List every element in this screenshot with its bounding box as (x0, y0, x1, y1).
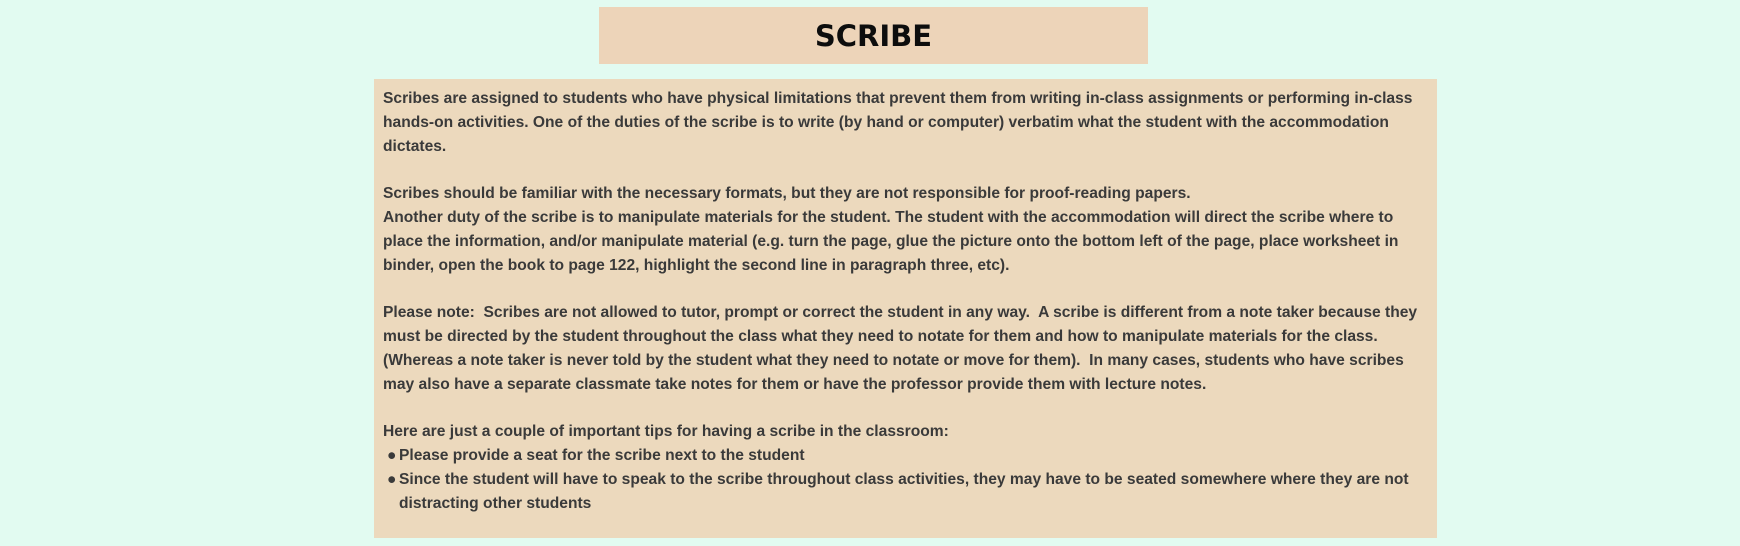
tip-text: Please provide a seat for the scribe next to the student (399, 446, 805, 464)
page-title: SCRIBE (814, 18, 933, 53)
tip-text: Since the student will have to speak to the scribe throughout class activities, they may have to be seated somewhere where they are not distracting other students (399, 470, 1409, 512)
list-item (383, 468, 1427, 516)
paragraph-please-note: Please note: Scribes are not allowed to tutor, prompt or correct the student in any way. A scribe is different from a note taker because they must be directed by the student throughout the class what they need to notate for them and how to manipulate materials for the class. (Whereas a note taker is never told by the student what they need to notate or move for them). In many cases, students who have scribes may also have a separate classmate take notes for them or have the professor provide them with lecture notes. (383, 304, 1422, 393)
list-item (383, 444, 1427, 468)
paragraph-formats: Scribes should be familiar with the necessary formats, but they are not responsible for proof-reading papers. (383, 185, 1191, 203)
paragraph-manipulate-materials: Another duty of the scribe is to manipulate materials for the student. The student with the accommodation will direct the scribe where to place the information, and/or manipulate material (e.g. turn the page, glue the picture onto the bottom left of the page, place worksheet in binder, open the book to page 122, highlight the second line in paragraph three, etc). (383, 208, 1403, 274)
bullet-icon: ● (387, 446, 397, 464)
title-banner (599, 7, 1148, 64)
bullet-icon: ● (387, 470, 397, 488)
tips-list (383, 444, 1427, 515)
paragraph-tips-intro: Here are just a couple of important tips for having a scribe in the classroom: (383, 423, 949, 441)
content-panel (374, 79, 1437, 538)
paragraph-scribe-definition: Scribes are assigned to students who have physical limitations that prevent them from writing in-class assignments or performing in-class hands-on activities. One of the duties of the scribe is to write (by hand or computer) verbatim what the student with the accommodation dictates. (383, 90, 1417, 155)
